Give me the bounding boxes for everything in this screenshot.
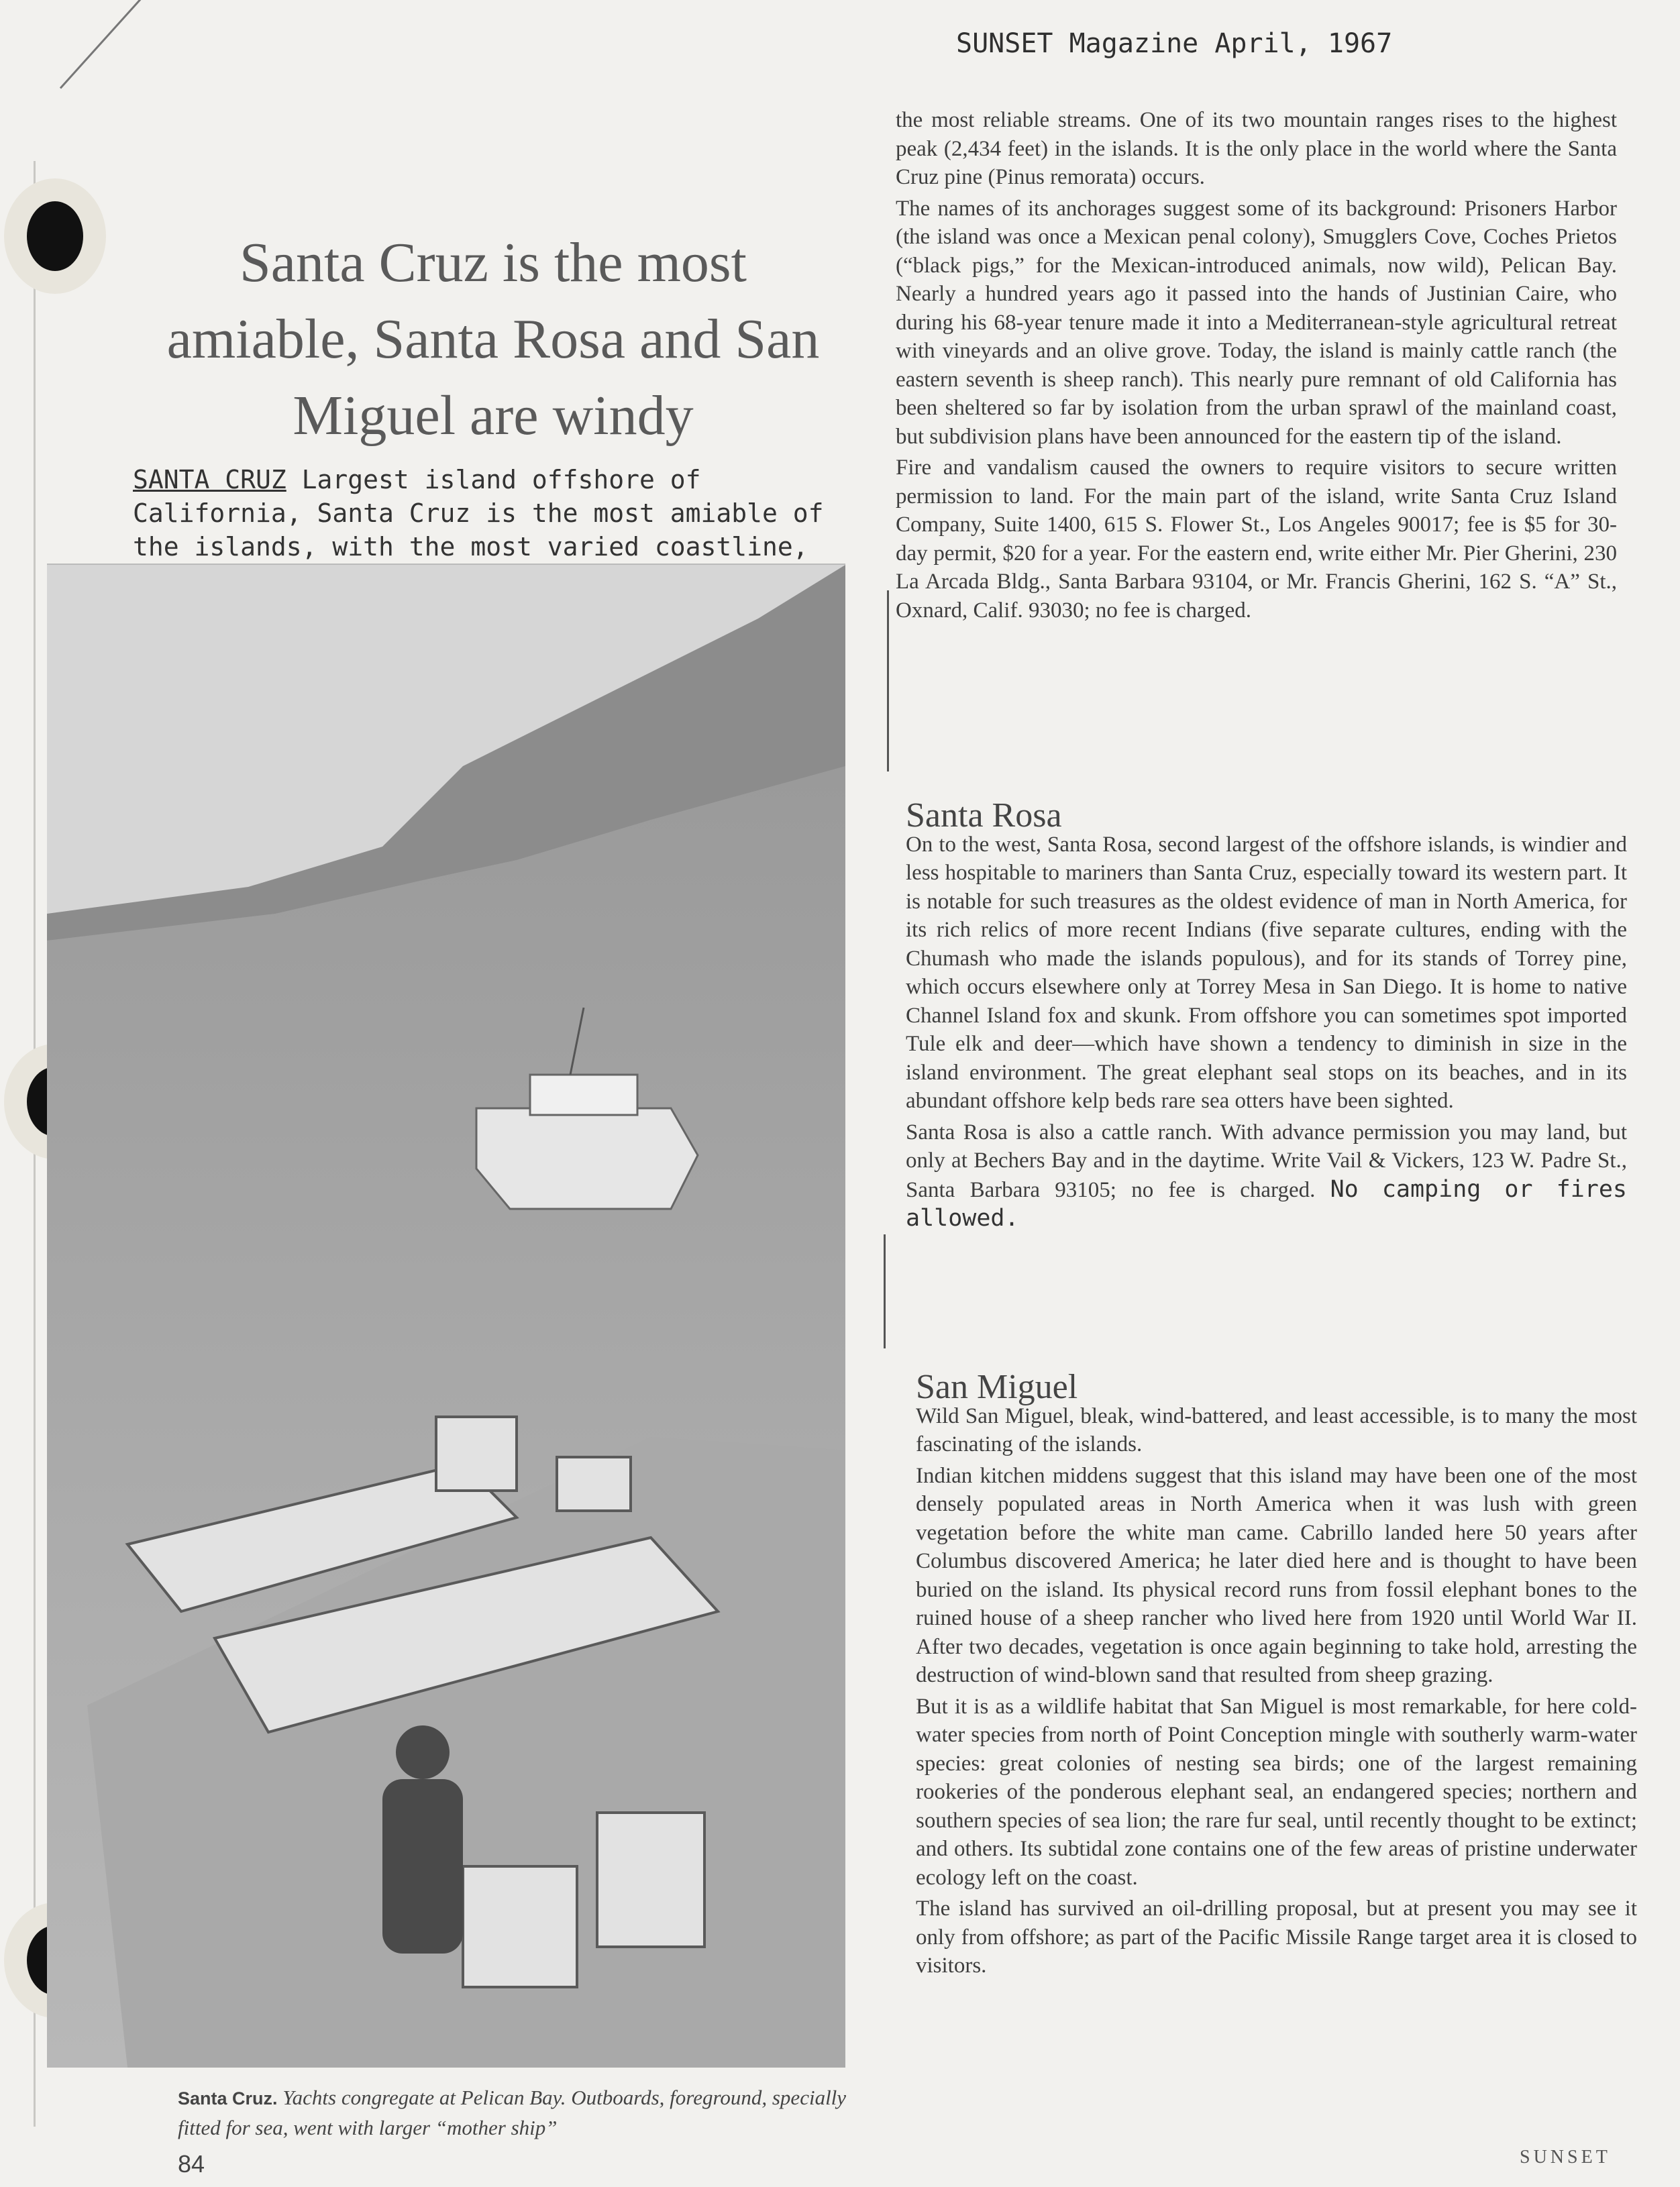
- intro-body: Largest island offshore of California, Santa Cruz is the most amiable of the islands, with the most varied coastline,: [133, 465, 824, 562]
- article-headline: Santa Cruz is the most amiable, Santa Rosa and San Miguel are windy: [166, 231, 820, 447]
- page-footer: SUNSET: [1520, 2147, 1611, 2168]
- section-heading-san-miguel: San Miguel: [916, 1368, 1078, 1406]
- paragraph: Wild San Miguel, bleak, wind-battered, and least accessible, is to many the most fascinating of the islands.: [916, 1403, 1637, 1456]
- pencil-mark: [60, 0, 169, 89]
- article-column-santa-cruz: [896, 106, 1617, 627]
- paragraph: The island has survived an oil-drilling proposal, but at present you may see it only from offshore; as part of the Pacific Missile Range target area it is closed to visitors.: [916, 1897, 1637, 1978]
- margin-mark: [884, 1234, 886, 1348]
- binder-hole-top: [27, 201, 83, 271]
- paragraph-text: Santa Rosa is also a cattle ranch. With advance permission you may land, but only at Bechers Bay and in the daytime. Write Vail & Vickers, 123 W. Padre St., Santa Barbara 93105; no fee is charged.: [906, 1120, 1627, 1202]
- paragraph: But it is as a wildlife habitat that San Miguel is most remarkable, for here cold-water species from north of Point Conception mingle with southerly warm-water species: great colonies of nesting sea birds; one of the largest remaining rookeries of the ponderous elephant seal, an endangered species; northern and southern species of sea lion; the rare fur seal, until recently thought to be extinct; and others. Its subtidal zone contains one of the few areas of pristine underwater ecology left on the coast.: [916, 1694, 1637, 1890]
- margin-mark: [887, 590, 889, 771]
- paragraph: The names of its anchorages suggest some of its background: Prisoners Harbor (the island was once a Mexican penal colony), Smugglers Cove, Coches Prietos (“black pigs,” for the Mexican-introduced animals, now wild), Pelican Bay. Nearly a hundred years ago it passed into the hands of Justinian Caire, who during his 68-year tenure made it into a Mediterranean-style agricultural retreat with vineyards and an olive grove. Today, the island is mainly cattle ranch (the eastern seventh is sheep ranch). This nearly pure remnant of old California has been sheltered so far by isolation from the urban sprawl of the mainland coast, but subdivision plans have been announced for the eastern tip of the island.: [896, 196, 1617, 449]
- intro-typed-text: [133, 463, 884, 564]
- paragraph: [906, 1118, 1627, 1234]
- caption-lead: Santa Cruz.: [178, 2088, 278, 2109]
- paragraph: Indian kitchen middens suggest that this island may have been one of the most densely populated areas in North America when it was lush with green vegetation before the white man came. Cabrillo landed here 50 years after Columbus discovered America; he later died here and is thought to have been buried on the island. Its physical record runs from fossil elephant bones to the ruined house of a sheep rancher who lived here from 1920 until World War II. After two decades, vegetation is once again beginning to take hold, arresting the destruction of wind-blown sand that resulted from sheep grazing.: [916, 1463, 1637, 1687]
- binder-edge-line: [34, 161, 36, 2127]
- photo-illustration: [47, 565, 845, 2068]
- intro-place-name: SANTA CRUZ: [133, 465, 286, 494]
- photo-caption: [178, 2083, 869, 2143]
- running-head: SUNSET Magazine April, 1967: [956, 28, 1393, 59]
- page-number: 84: [178, 2150, 205, 2178]
- article-column-san-miguel: [916, 1368, 1637, 1983]
- caption-text: Yachts congregate at Pelican Bay. Outboards, foreground, specially fitted for sea, went with larger “mother ship”: [178, 2086, 847, 2139]
- article-column-santa-rosa: [906, 796, 1627, 1236]
- typed-annotation: No camping or fires allowed.: [906, 1175, 1627, 1232]
- photo-pelican-bay: [47, 564, 845, 2068]
- paragraph: Fire and vandalism caused the owners to require visitors to secure written permission to land. For the main part of the island, write Santa Cruz Island Company, Suite 1400, 615 S. Flower St., Los Angeles 90017; fee is $5 for 30-day permit, $20 for a year. For the eastern end, write either Mr. Pier Gherini, 230 La Arcada Bldg., Santa Barbara 93104, or Mr. Francis Gherini, 162 S. “A” St., Oxnard, Calif. 93030; no fee is charged.: [896, 456, 1617, 623]
- paragraph: the most reliable streams. One of its two mountain ranges rises to the highest peak (2,434 feet) in the islands. It is the only place in the world where the Santa Cruz pine (Pinus remorata) occurs.: [896, 108, 1617, 189]
- section-heading-santa-rosa: Santa Rosa: [906, 796, 1062, 835]
- paragraph: On to the west, Santa Rosa, second largest of the offshore islands, is windier and less hospitable to mariners than Santa Cruz, especially toward its western part. It is notable for such treasures as the oldest evidence of man in North America, for its rich relics of more recent Indians (five separate cultures, ending with the Chumash who made the islands populous), and for its stands of Torrey pine, which occurs elsewhere only at Torrey Mesa in San Diego. It is home to native Channel Island fox and skunk. From offshore you can sometimes spot imported Tule elk and deer—which have shown a tendency to diminish in size in the island environment. The great elephant seal stops on its beaches, and in its abundant offshore kelp beds rare sea otters have been sighted.: [906, 832, 1627, 1113]
